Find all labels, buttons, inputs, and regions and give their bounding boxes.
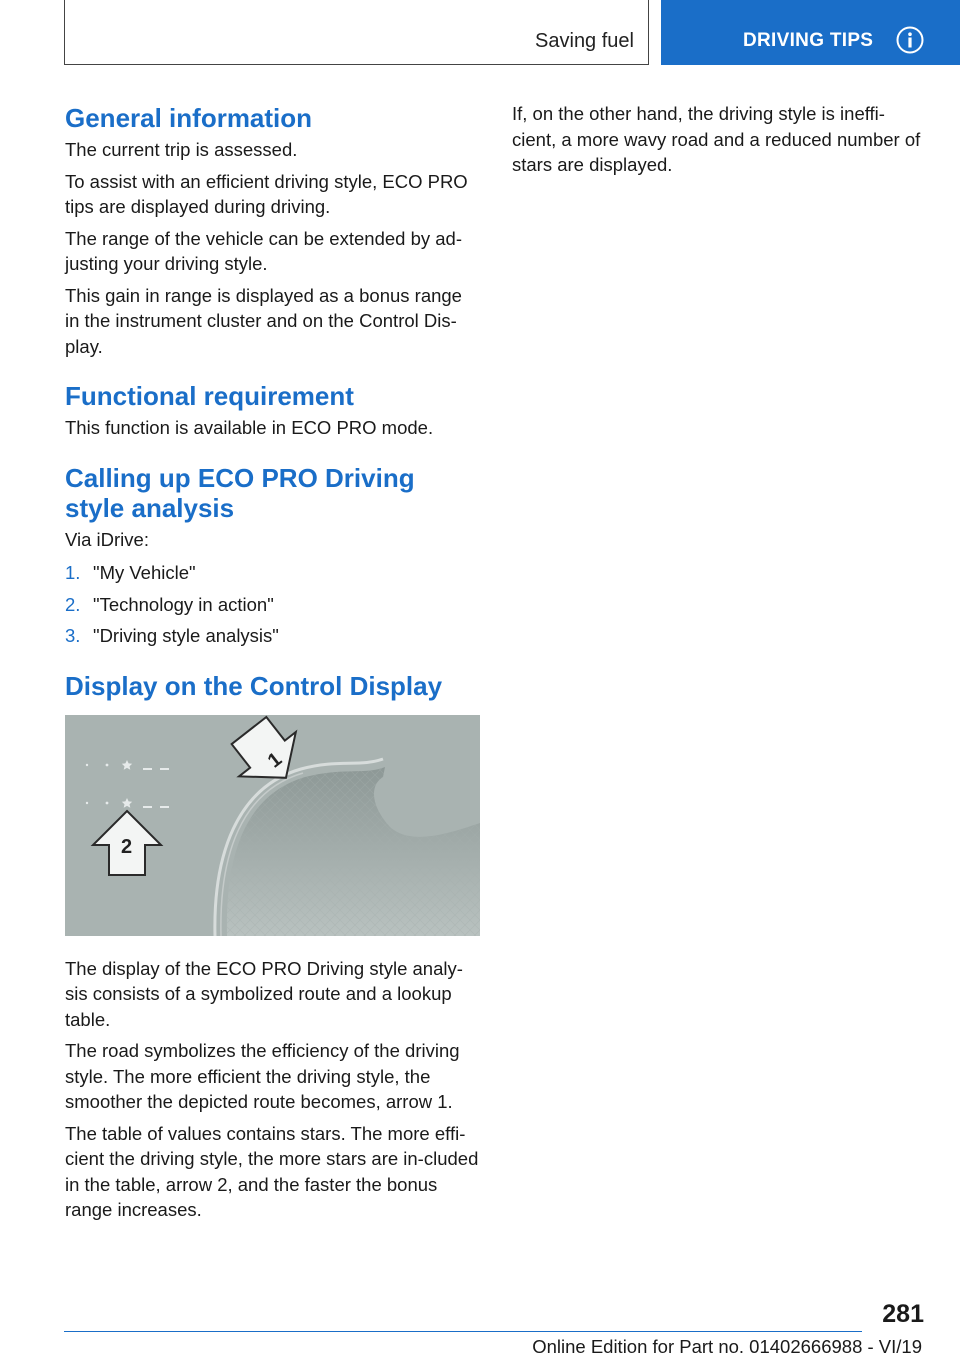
heading-general-information: General information <box>65 103 313 133</box>
steps-list <box>65 560 480 649</box>
arrow-1-label: 1 <box>263 747 287 772</box>
step-number: 1. <box>65 562 81 583</box>
paragraph: Via iDrive: <box>65 528 149 550</box>
list-item <box>65 560 480 586</box>
heading-display: Display on the Control Display <box>65 670 443 701</box>
footer-divider <box>64 1331 862 1332</box>
section-calling-up <box>65 463 480 649</box>
step-number: 2. <box>65 593 81 615</box>
paragraph: The table of values contains stars. The more effi‐cient the driving style, the more stars are in‐cluded in the table, arrow 2, and the faster the bonus range increases. <box>65 1122 479 1220</box>
paragraph: The current trip is assessed. <box>65 139 298 160</box>
paragraph: This gain in range is displayed as a bonus range in the instrument cluster and on the Control Dis‐play. <box>65 284 462 357</box>
paragraph: This function is available in ECO PRO mode. <box>65 417 434 438</box>
header-chapter-box <box>661 0 960 65</box>
driving-style-figure <box>65 715 480 936</box>
list-item <box>65 592 480 618</box>
paragraph: To assist with an efficient driving style, ECO PRO tips are displayed during driving. <box>65 170 468 217</box>
page-number: 281 <box>882 1300 924 1328</box>
footer-edition: Online Edition for Part no. 01402666988 - VI/19 <box>532 1336 922 1357</box>
header-section-title: Saving fuel <box>535 30 634 52</box>
header-chapter-title: DRIVING TIPS <box>743 30 874 51</box>
step-text: "My Vehicle" <box>93 562 196 583</box>
heading-functional-requirement: Functional requirement <box>65 381 354 411</box>
paragraph: The range of the vehicle can be extended by ad‐justing your driving style. <box>65 227 462 274</box>
heading-calling-up: Calling up ECO PRO Driving style analysis <box>65 462 415 523</box>
step-text: "Driving style analysis" <box>93 625 279 646</box>
header-section-box <box>64 0 649 65</box>
right-column <box>512 101 922 184</box>
info-icon[interactable] <box>896 26 924 54</box>
paragraph: If, on the other hand, the driving style is ineffi‐cient, a more wavy road and a reduced number of stars are displayed. <box>512 103 921 175</box>
step-text: "Technology in action" <box>93 593 274 615</box>
section-general-information <box>65 103 480 359</box>
step-number: 3. <box>65 625 81 646</box>
section-functional-requirement <box>65 381 480 441</box>
section-display <box>65 671 480 1223</box>
paragraph: The road symbolizes the efficiency of the driving style. The more efficient the driving style, the smoother the depicted route becomes, arrow 1. <box>65 1040 460 1112</box>
left-column <box>65 103 480 1229</box>
list-item <box>65 623 480 649</box>
arrow-2-label: 2 <box>121 835 133 858</box>
paragraph: The display of the ECO PRO Driving style analy‐sis consists of a symbolized route and a lookup table. <box>65 957 463 1030</box>
